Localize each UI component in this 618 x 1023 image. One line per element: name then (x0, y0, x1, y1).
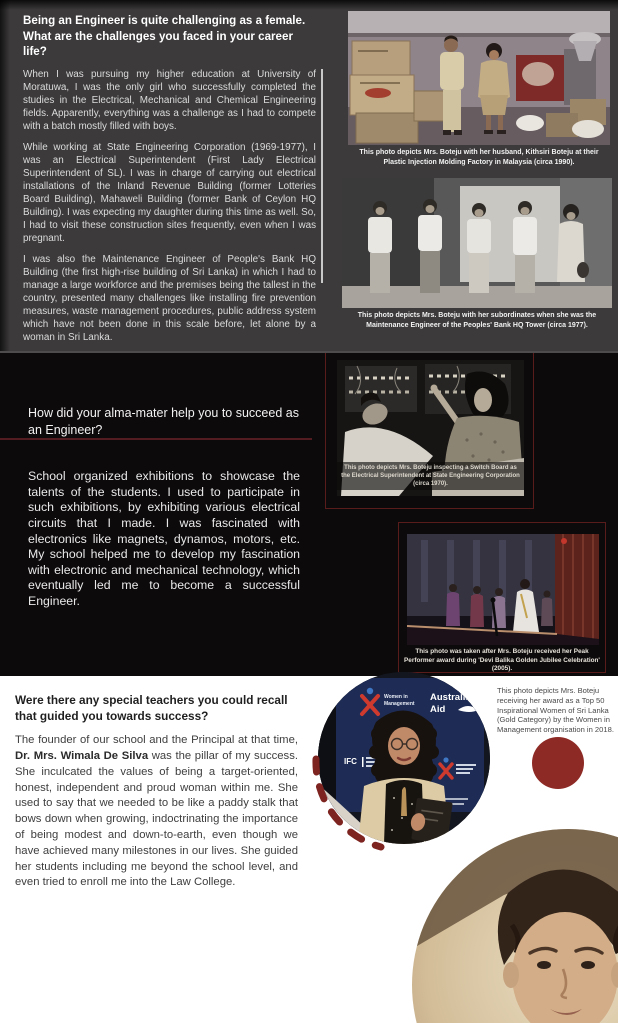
question-career: Being an Engineer is quite challenging as a female. What are the challenges you faced in your career life? (23, 14, 306, 58)
photo-principal-portrait (412, 829, 618, 1023)
photo-subordinates-block (342, 178, 612, 331)
backdrop-label-australia: Australia (430, 692, 471, 703)
caption-switchboard: This photo depicts Mrs. Boteju inspecting a Switch Board as the Electrical Superintendent at State Engineering Corporation (circa 1970). (337, 462, 524, 490)
career-paragraph-3: I was also the Maintenance Engineer of People's Bank HQ Building (the first high-rise building of Sri Lanka) in which I had to manage a large workforce and the premises being the tallest in the country, presented many challenges like installing fire prevention measures, waste management procedures, public address system which have not been done in this scale before, let alone by a woman in Sri Lanka. (23, 253, 316, 343)
alma-mater-answer: School organized exhibitions to showcase the talents of the students. I used to participate in such exhibitions, by exhibiting various electrical circuits that I made. I was fascinated with electronics like magnets, dynamos, motors, etc. My school helped me to develop my fascination with electronic and mechanical technology, which eventually led me to become a successful Engineer. (28, 469, 300, 609)
caption-award: This photo depicts Mrs. Boteju receiving her award as a Top 50 Inspirational Women of Sri Lanka (Gold Category) by the Women in Management organisation in 2018. (497, 686, 614, 735)
answer-rest: was the pillar of my success. She inculcated the values of being a target-oriented, honest, independent and proud woman within me. She used to say that we needed to be like a paddy stalk that bows down when growing, indoctrinating the importance of being modest and down-to-earth, even though we have achieved many milestones in our lives. She guided her students including me beyond the school level, and even tried to enroll me into the Law College. (15, 749, 298, 889)
section-career-challenges (0, 0, 618, 353)
question-teachers: Were there any special teachers you could recall that guided you towards success? (15, 693, 288, 723)
caption-factory: This photo depicts Mrs. Boteju with her husband, Kithsiri Boteju at their Plastic Injection Molding Factory in Malaysia (circa 1990). (359, 149, 599, 166)
backdrop-label-ifc: IFC (344, 757, 357, 766)
photo-factory (348, 11, 610, 145)
photo-award-event (318, 672, 490, 844)
career-paragraph-1: When I was pursuing my higher education at University of Moratuwa, I was the only girl who successfully completed the studies in the Electrical, Mechanical and Chemical Engineering fields. Apparently, everything was a challenge as I had to compete with a batch mostly filled with boys. (23, 68, 316, 132)
photo-award-scene (318, 672, 490, 844)
teachers-answer (15, 733, 298, 891)
caption-subordinates: This photo depicts Mrs. Boteju with her subordinates when she was the Maintenance Engineer of the Peoples' Bank HQ Tower (circa 1977). (357, 312, 597, 329)
career-text-column (23, 13, 316, 352)
section-special-teachers (0, 676, 618, 1023)
backdrop-label-wim2: Management (384, 701, 415, 707)
section-alma-mater (0, 353, 618, 676)
red-rule (0, 438, 312, 440)
photo-stage-frame (398, 522, 606, 673)
photo-switchboard-frame (325, 353, 534, 509)
teacher-name-bold: Dr. Mrs. Wimala De Silva (15, 749, 149, 762)
portrait-scene (412, 829, 618, 1023)
photo-factory-block (348, 11, 610, 168)
red-circle-ornament (532, 737, 584, 789)
answer-lead: The founder of our school and the Principal at that time, (15, 734, 298, 747)
caption-stage: This photo was taken after Mrs. Boteju received her Peak Performer award during 'Devi Balika Golden Jubilee Celebration' (2005). (404, 648, 600, 673)
backdrop-label-aid: Aid (430, 704, 446, 715)
question-alma-mater: How did your alma-mater help you to succeed as an Engineer? (28, 405, 299, 437)
photo-stage (407, 534, 599, 645)
teachers-text-column (15, 693, 298, 891)
backdrop-label-wim1: Women in (384, 694, 408, 700)
career-paragraph-2: While working at State Engineering Corporation (1969-1977), I was an Electrical Superintendent (First Lady Electrical Superintendent of SL). I was in charge of carrying out electrical installations of the Inland Revenue Building (former Lotteries Board Building), Mahaweli Building (former Bank of Ceylon HQ Building). I was expecting my daughter during this time as well. So, I had to visit these construction sites frequently, even when I was pregnant. (23, 141, 316, 244)
photo-subordinates (342, 178, 612, 308)
vertical-divider (321, 69, 323, 283)
